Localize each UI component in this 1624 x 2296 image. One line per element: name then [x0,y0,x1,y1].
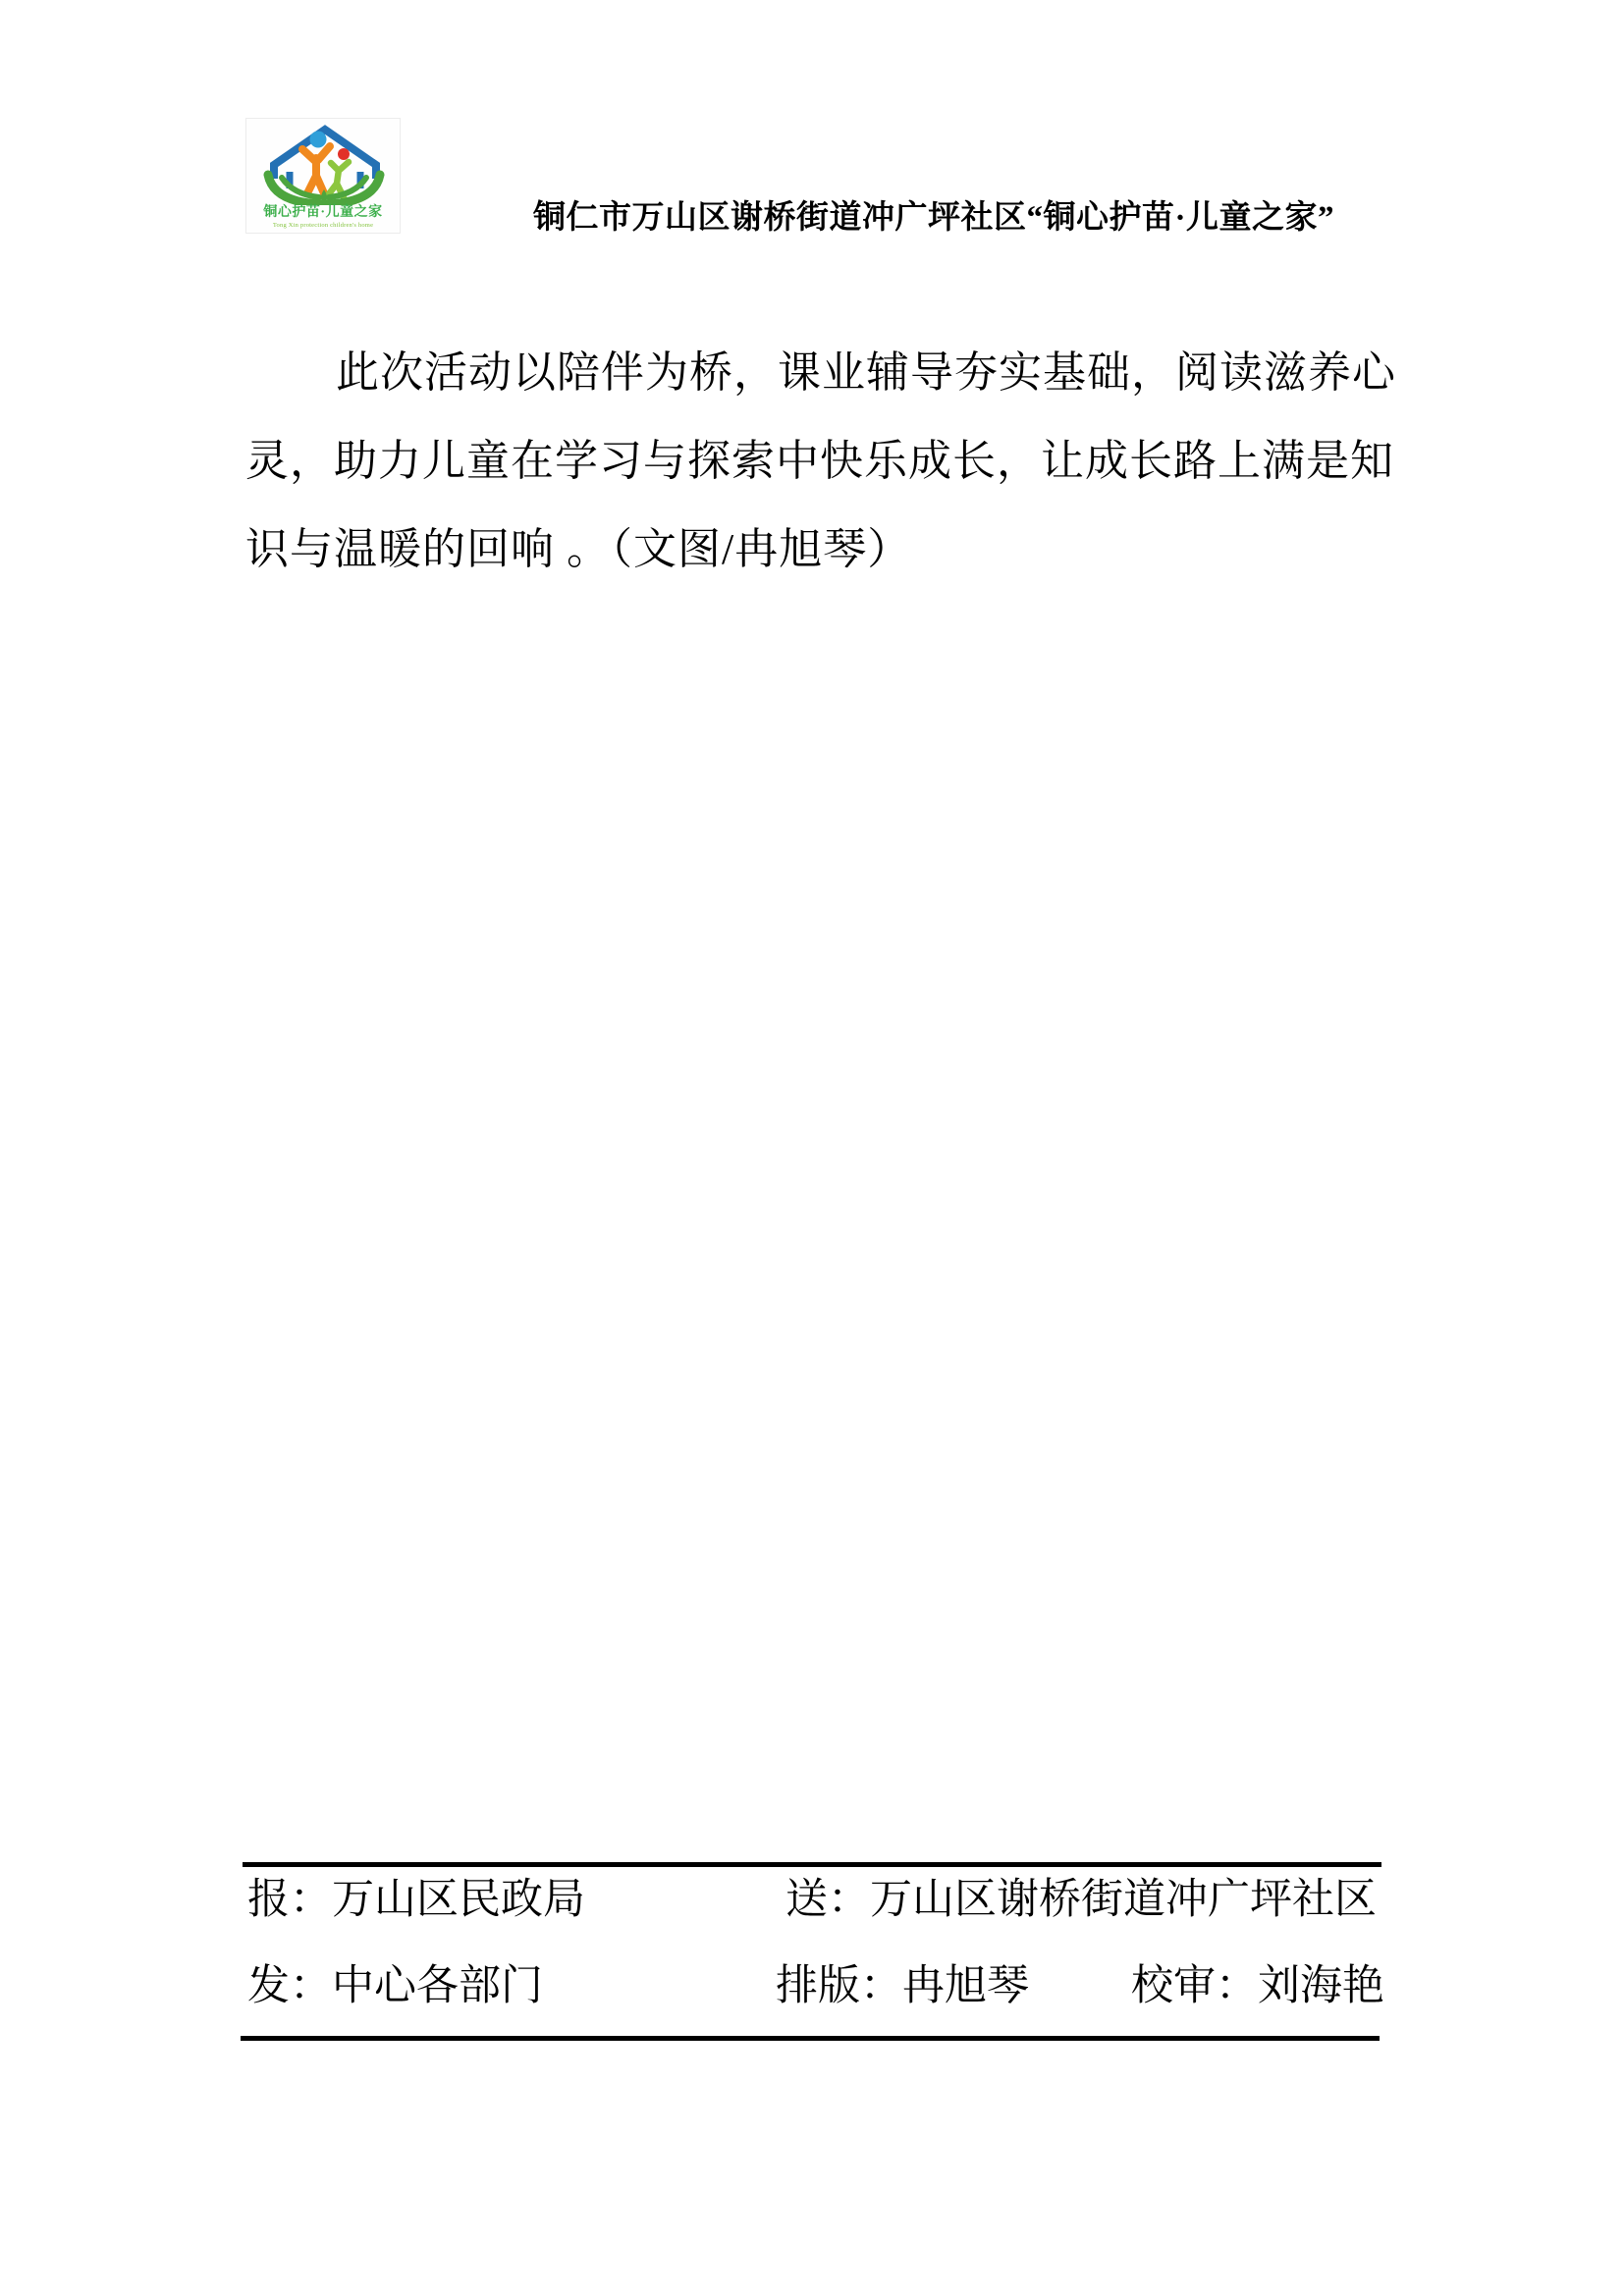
org-logo [245,118,401,234]
logo-title: 铜心护苗·儿童之家 [263,205,383,220]
paragraph-line-1: 此次活动以陪伴为桥，课业辅导夯实基础，阅读滋养心 [336,348,1396,397]
children-home-logo-icon [246,119,402,205]
document-header-title: 铜仁市万山区谢桥街道冲广坪社区“铜心护苗·儿童之家” [533,200,1335,236]
footer-send-to: 送：万山区谢桥街道冲广坪社区 [785,1877,1377,1923]
paragraph-line-2: 灵，助力儿童在学习与探索中快乐成长，让成长路上满是知 [245,437,1394,485]
footer-distribute-to: 发：中心各部门 [247,1963,543,2009]
footer-layout-by: 排版：冉旭琴 [776,1963,1029,2009]
footer-report-to: 报：万山区民政局 [247,1877,585,1923]
footer-divider-bottom [241,2036,1380,2041]
logo-subtitle: Tong Xin protection children's home [272,222,374,229]
paragraph-line-3: 识与温暖的回响 。（文图/冉旭琴） [245,525,912,573]
footer-review-by: 校审：刘海艳 [1131,1963,1384,2009]
body-paragraph [245,329,1399,594]
footer-divider-top [243,1862,1381,1867]
